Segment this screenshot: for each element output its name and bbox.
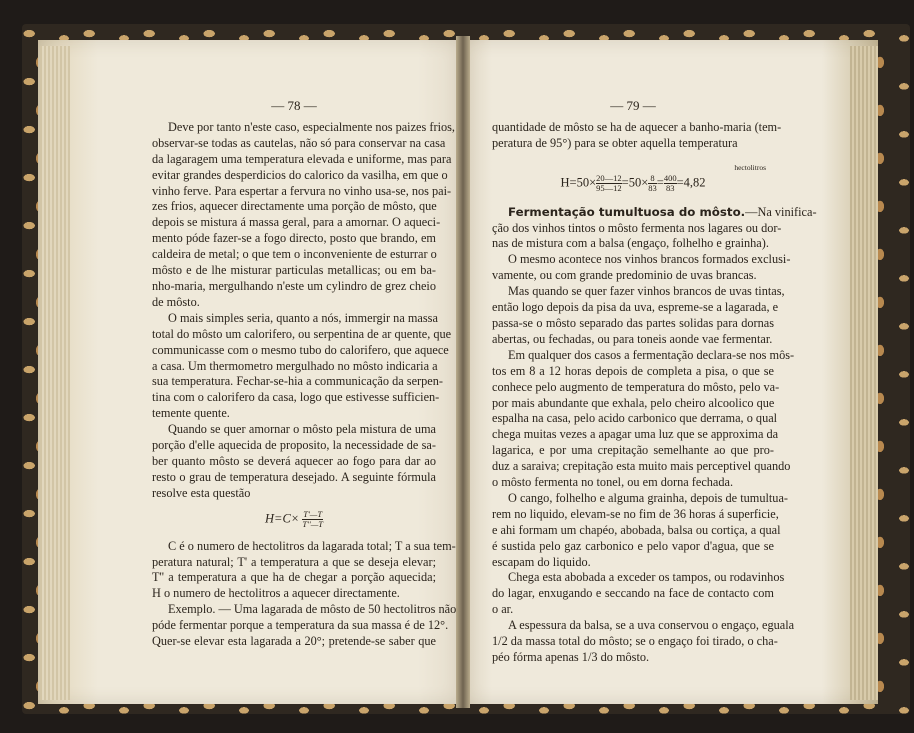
- temperature-formula: [152, 510, 436, 529]
- text-line: o ar.: [492, 602, 514, 617]
- fraction-numerator: 8: [648, 174, 657, 184]
- text-line: a casa. Um thermometro mergulhado no môsto indicaria a: [152, 358, 438, 373]
- text-line: porção d'elle aquecida de proposito, la necessidade de sa-: [152, 438, 436, 453]
- text-line: môsto e de lhe misturar particulas metallicas; ou em ba-: [152, 263, 436, 278]
- text-line: resto o grau de temperatura desejado. A seguinte fórmula: [152, 469, 436, 484]
- text-line: Mas quando se quer fazer vinhos brancos de uvas tintas,: [508, 284, 785, 299]
- text-line: conhece pelo augmento de temperatura do môsto, pelo va-: [492, 379, 780, 394]
- text-line: O mais simples seria, quanto a nós, immergir na massa: [168, 310, 438, 325]
- text-line: caldeira de metal; o que tem o inconveniente de esturrar o: [152, 247, 437, 262]
- text-line: o môsto fermenta no tonel, ou em dorna fechada.: [492, 475, 734, 490]
- text-line: mento póde fazer-se a fogo directo, posto que brando, em: [152, 231, 436, 246]
- text-line: A espessura da balsa, se a uva conservou o engaço, eguala: [508, 618, 795, 633]
- text-line: nas de mistura com a balsa (engaço, folhelho e grainha).: [492, 236, 769, 251]
- text-line: péo fórma apenas 1/3 do môsto.: [492, 650, 650, 664]
- text-line: do lagar, enxugando e seccando na face de contacto com: [492, 586, 774, 601]
- formula-start: H=50×: [560, 175, 597, 189]
- fraction-numerator: 20—12: [596, 172, 622, 183]
- text-line: e ahi formam um chapéo, abobada, balsa ou cortiça, a qual: [492, 522, 781, 537]
- heading-continuation: —Na vinifica-: [745, 204, 817, 219]
- formula-fraction-1: [596, 174, 622, 193]
- formula-unit-label: hectolitros: [734, 162, 766, 172]
- text-line: sua temperatura. Fechar-se-hia a communicação da serpen-: [152, 374, 443, 389]
- text-line: lagarica, e por uma crepitação semelhante ao que pro-: [492, 443, 774, 458]
- text-line: temente quente.: [152, 406, 230, 421]
- text-line: 1/2 da massa total do môsto; se o engaço foi tirado, o cha-: [492, 634, 778, 649]
- section-heading-line: [492, 204, 817, 221]
- right-page-edges: [850, 46, 878, 700]
- formula-eq: =: [656, 175, 664, 189]
- text-line: Deve por tanto n'este caso, especialmente nos paizes frios,: [168, 119, 455, 134]
- text-line: H o numero de hectolitros a aquecer directamente.: [152, 586, 400, 601]
- text-line: ber quanto môsto se deverá aquecer ao fogo para dar ao: [152, 453, 436, 468]
- text-line: Quer-se elevar esta lagarada a 20°; pretende-se saber que: [152, 634, 436, 649]
- text-line: é sustida pelo gaz carbonico e pelo vapor d'agua, que se: [492, 538, 774, 553]
- fraction-denominator: 95—12: [596, 182, 622, 193]
- formula-mid: =50×: [621, 175, 649, 189]
- text-line: peratura de 95°) para se obter aquella temperatura: [492, 135, 738, 150]
- text-line: tos em 8 a 12 horas depois de completa a pisa, o que se: [492, 363, 774, 378]
- text-line: então logo depois da pisa da uva, espreme-se a lagarada, e: [492, 300, 779, 315]
- text-line: escapam do liquido.: [492, 554, 591, 569]
- calculation-formula: [492, 160, 774, 193]
- formula-fraction-2: [648, 174, 657, 193]
- text-line: total do môsto um calorifero, ou serpentina de ar quente, que: [152, 326, 452, 341]
- text-line: espalha na casa, pelo acido carbonico que derrama, o qual: [492, 411, 778, 426]
- formula-fraction: [302, 510, 323, 529]
- text-line: rem no liquido, elevam-se no fim de 36 horas á superficie,: [492, 506, 779, 521]
- fraction-denominator: 83: [665, 182, 675, 193]
- left-page-text: [152, 98, 457, 650]
- text-line: passa-se o môsto separado das partes solidas para dornas: [492, 315, 774, 330]
- text-line: peratura natural; T' a temperatura a que se deseja elevar;: [152, 554, 436, 569]
- text-line: evitar grandes desperdicios do calorico da vasilha, em que o: [152, 167, 448, 182]
- text-line: O mesmo acontece nos vinhos brancos formados exclusi-: [508, 252, 791, 267]
- text-line: da lagaragem uma temperatura elevada e uniforme, mas para: [152, 151, 452, 166]
- left-paragraphs-2: [152, 538, 457, 650]
- formula-lhs: H=C×: [264, 511, 300, 526]
- text-line: tina com o calorifero da casa, logo que estivesse sufficien-: [152, 390, 440, 405]
- page-number-79: — 79 —: [610, 98, 656, 113]
- text-line: Exemplo. — Uma lagarada de môsto de 50 hectolitros não: [168, 602, 457, 617]
- text-line: chega muitas vezes a apagar uma luz que se approxima da: [492, 427, 779, 442]
- text-line: depois se mistura á massa geral, para a amornar. O aqueci-: [152, 215, 441, 230]
- left-page-edges: [40, 46, 70, 700]
- text-line: nho-maria, mergulhando n'este um cylindro de grez cheio: [152, 278, 436, 293]
- right-page-text: [492, 98, 817, 666]
- text-line: communicasse com o mesmo tubo do calorifero, que aquece: [152, 342, 449, 357]
- text-line: vamente, ou com grande predominio de uvas brancas.: [492, 268, 757, 283]
- text-line: Quando se quer amornar o môsto pela mistura de uma: [168, 422, 436, 437]
- text-line: T'' a temperatura a que ha de chegar a porção aquecida;: [152, 570, 436, 585]
- text-line: resolve esta questão: [152, 485, 251, 500]
- text-line: Em qualquer dos casos a fermentação declara-se nos môs-: [508, 347, 795, 362]
- section-heading: Fermentação tumultuosa do môsto.: [508, 204, 746, 219]
- formula-numerator: T'—T: [303, 508, 323, 519]
- left-paragraphs: [152, 119, 455, 502]
- text-line: duz a saraiva; crepitação esta muito mais perceptivel quando: [492, 459, 791, 474]
- book-gutter: [456, 36, 470, 708]
- text-line: póde fermentar porque a temperatura da sua massa é de 12°.: [152, 618, 449, 633]
- text-line: de môsto.: [152, 294, 200, 309]
- text-line: Chega esta abobada a exceder os tampos, ou rodavinhos: [508, 570, 785, 585]
- formula-result: =4,82: [676, 175, 706, 189]
- formula-denominator: T''—T: [302, 518, 324, 529]
- text-line: zes frios, aquecer directamente uma porção de môsto, que: [152, 199, 437, 214]
- text-line: O cango, folhelho e alguma grainha, depois de tumultua-: [508, 490, 789, 505]
- text-line: C é o numero de hectolitros da lagarada total; T a sua tem-: [168, 538, 456, 553]
- page-number-78: — 78 —: [271, 98, 317, 113]
- fraction-numerator: 400: [663, 172, 677, 183]
- fraction-denominator: 83: [648, 182, 657, 193]
- text-line: observar-se todas as cautelas, não só para conservar na casa: [152, 135, 446, 150]
- formula-fraction-3: [664, 174, 677, 193]
- text-line: ção dos vinhos tintos o môsto fermenta nos lagares ou dor-: [492, 220, 782, 235]
- text-line: vinho ferve. Para espertar a fervura no vinho usa-se, nos pai-: [152, 183, 452, 198]
- text-line: por mais abundante que exhala, pelo cheiro alcoolico que: [492, 395, 775, 410]
- text-line: quantidade de môsto se ha de aquecer a banho-maria (tem-: [492, 119, 782, 134]
- text-line: abertas, ou fechadas, ou para toneis aonde vae fermentar.: [492, 331, 773, 346]
